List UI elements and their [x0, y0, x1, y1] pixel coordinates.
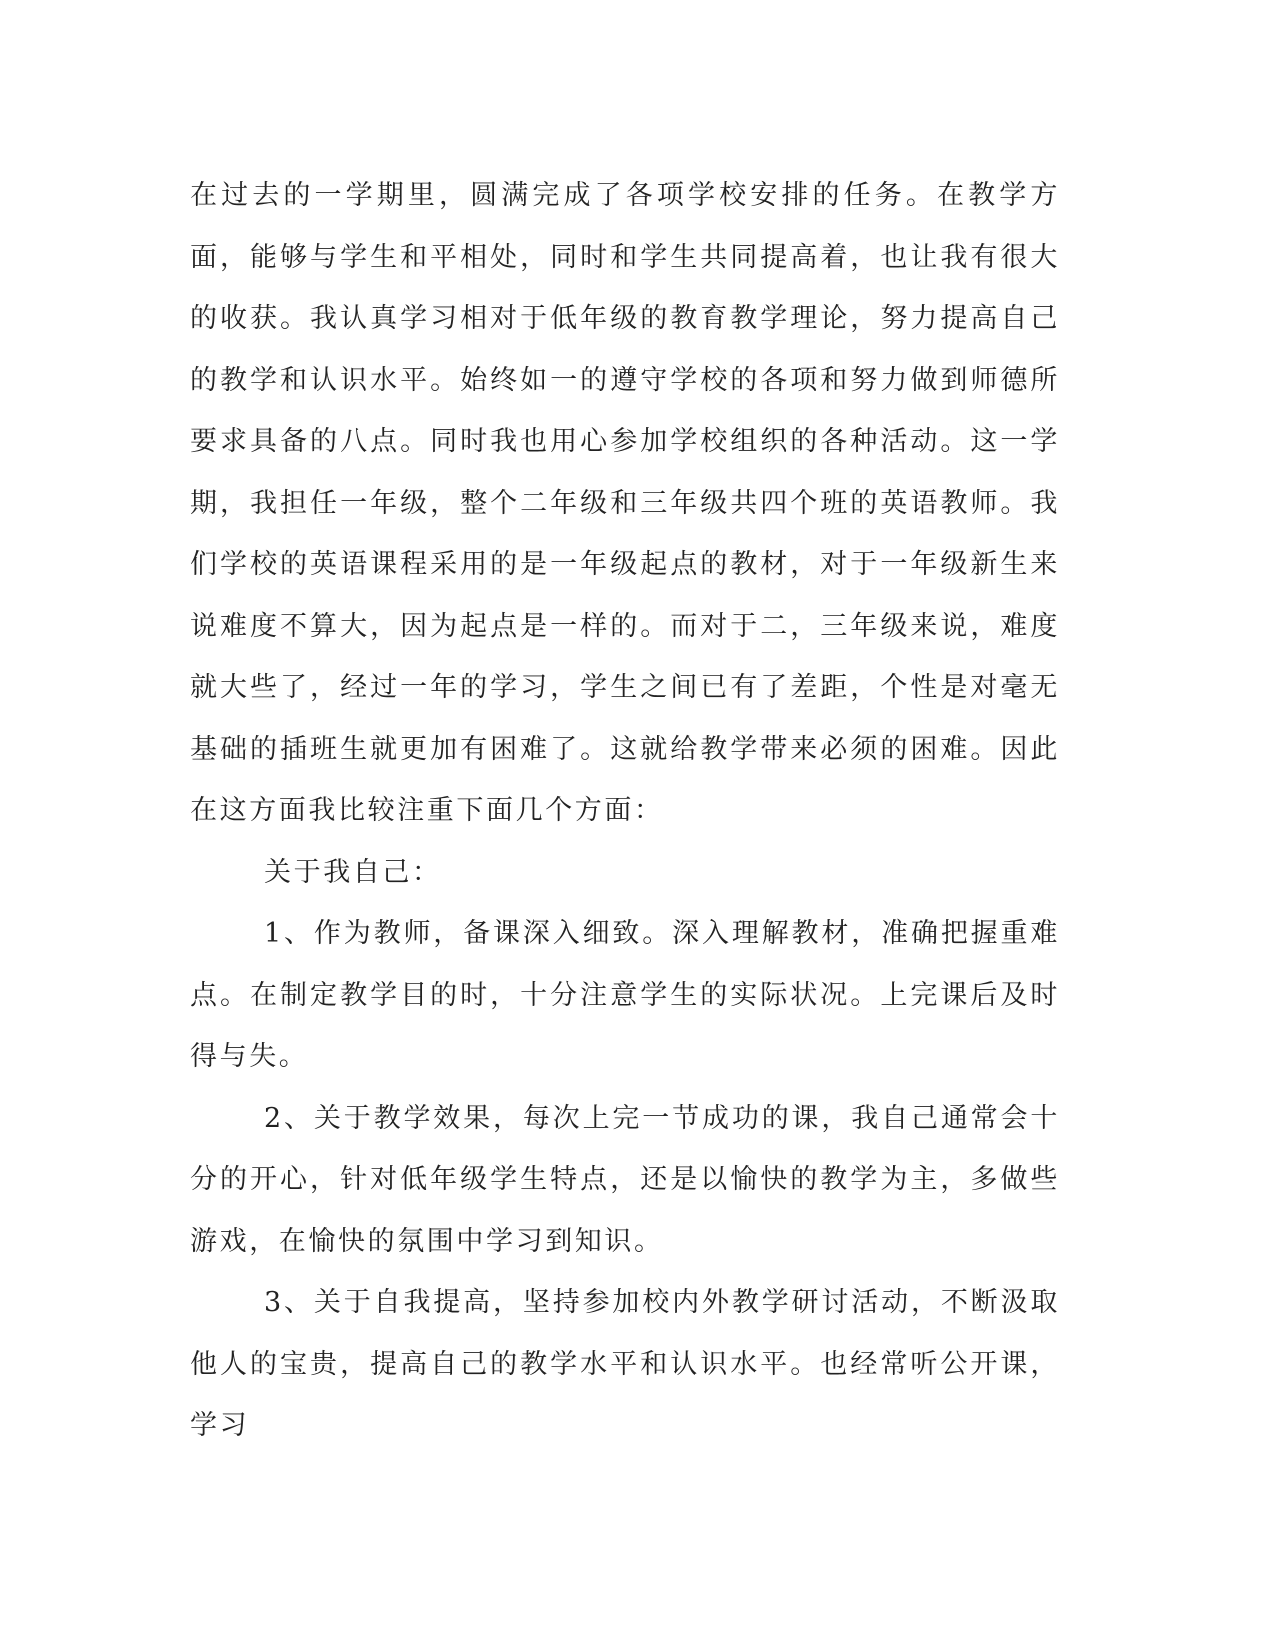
document-body [190, 165, 1060, 1457]
paragraph-about-myself-heading: 关于我自己： [264, 856, 442, 888]
paragraph-item-2: 2、关于教学效果，每次上完一节成功的课，我自己通常会十分的开心，针对低年级学生特点，还是以愉快的教学为主，多做些游戏，在愉快的氛围中学习到知识。 [190, 1102, 1060, 1257]
paragraph-item-3: 3、关于自我提高，坚持参加校内外教学研讨活动，不断汲取他人的宝贵，提高自己的教学水平和认识水平。也经常听公开课，学习 [190, 1287, 1060, 1441]
paragraph-item-1: 1、作为教师，备课深入细致。深入理解教材，准确把握重难点。在制定教学目的时，十分注意学生的实际状况。上完课后及时得与失。 [190, 918, 1060, 1072]
paragraph-intro: 在过去的一学期里，圆满完成了各项学校安排的任务。在教学方面，能够与学生和平相处，同时和学生共同提高着，也让我有很大的收获。我认真学习相对于低年级的教育教学理论，努力提高自己的教学和认识水平。始终如一的遵守学校的各项和努力做到师德所要求具备的八点。同时我也用心参加学校组织的各种活动。这一学期，我担任一年级，整个二年级和三年级共四个班的英语教师。我们学校的英语课程采用的是一年级起点的教材，对于一年级新生来说难度不算大，因为起点是一样的。而对于二，三年级来说，难度就大些了，经过一年的学习，学生之间已有了差距，个性是对毫无基础的插班生就更加有困难了。这就给教学带来必须的困难。因此在这方面我比较注重下面几个方面： [190, 180, 1060, 826]
